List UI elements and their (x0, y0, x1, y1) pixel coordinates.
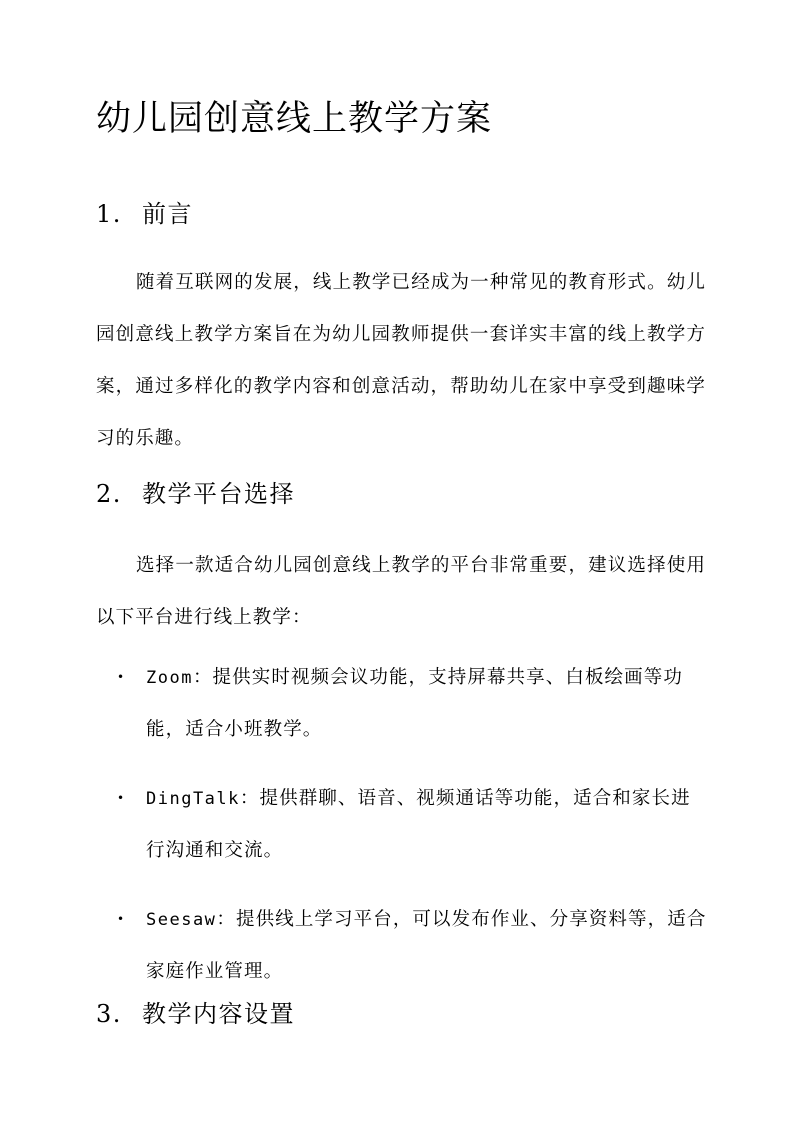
section-heading-platform (96, 476, 295, 512)
platform-name: DingTalk (146, 789, 240, 809)
list-item (117, 773, 707, 876)
section-title: 教学内容设置 (142, 1000, 295, 1028)
section-heading-preface (96, 196, 193, 232)
platform-name: Zoom (146, 668, 193, 688)
section-number: 2. (96, 480, 122, 508)
bullet-icon: • (117, 912, 126, 926)
platform-name: Seesaw (146, 910, 217, 930)
section-heading-content (96, 996, 295, 1032)
platform-paragraph: 选择一款适合幼儿园创意线上教学的平台非常重要，建议选择使用以下平台进行线上教学： (96, 555, 706, 628)
section-title: 教学平台选择 (142, 480, 295, 508)
section-number: 3. (96, 1000, 122, 1028)
section-title: 前言 (142, 200, 193, 228)
bullet-icon: • (117, 791, 126, 805)
platform-description: ：提供线上学习平台，可以发布作业、分享资料等，适合家庭作业管理。 (146, 909, 707, 982)
bullet-icon: • (117, 670, 126, 684)
platform-description: ：提供实时视频会议功能，支持屏幕共享、白板绘画等功能，适合小班教学。 (146, 667, 683, 740)
list-item (117, 894, 707, 997)
platform-description: ：提供群聊、语音、视频通话等功能，适合和家长进行沟通和交流。 (146, 788, 691, 861)
section-number: 1. (96, 200, 122, 228)
platform-list (117, 652, 707, 1015)
document-title: 幼儿园创意线上教学方案 (96, 99, 493, 139)
list-item (117, 652, 707, 755)
preface-paragraph: 随着互联网的发展，线上教学已经成为一种常见的教育形式。幼儿园创意线上教学方案旨在为幼儿园教师提供一套详实丰富的线上教学方案，通过多样化的教学内容和创意活动，帮助幼儿在家中享受到趣味学习的乐趣。 (96, 272, 706, 449)
